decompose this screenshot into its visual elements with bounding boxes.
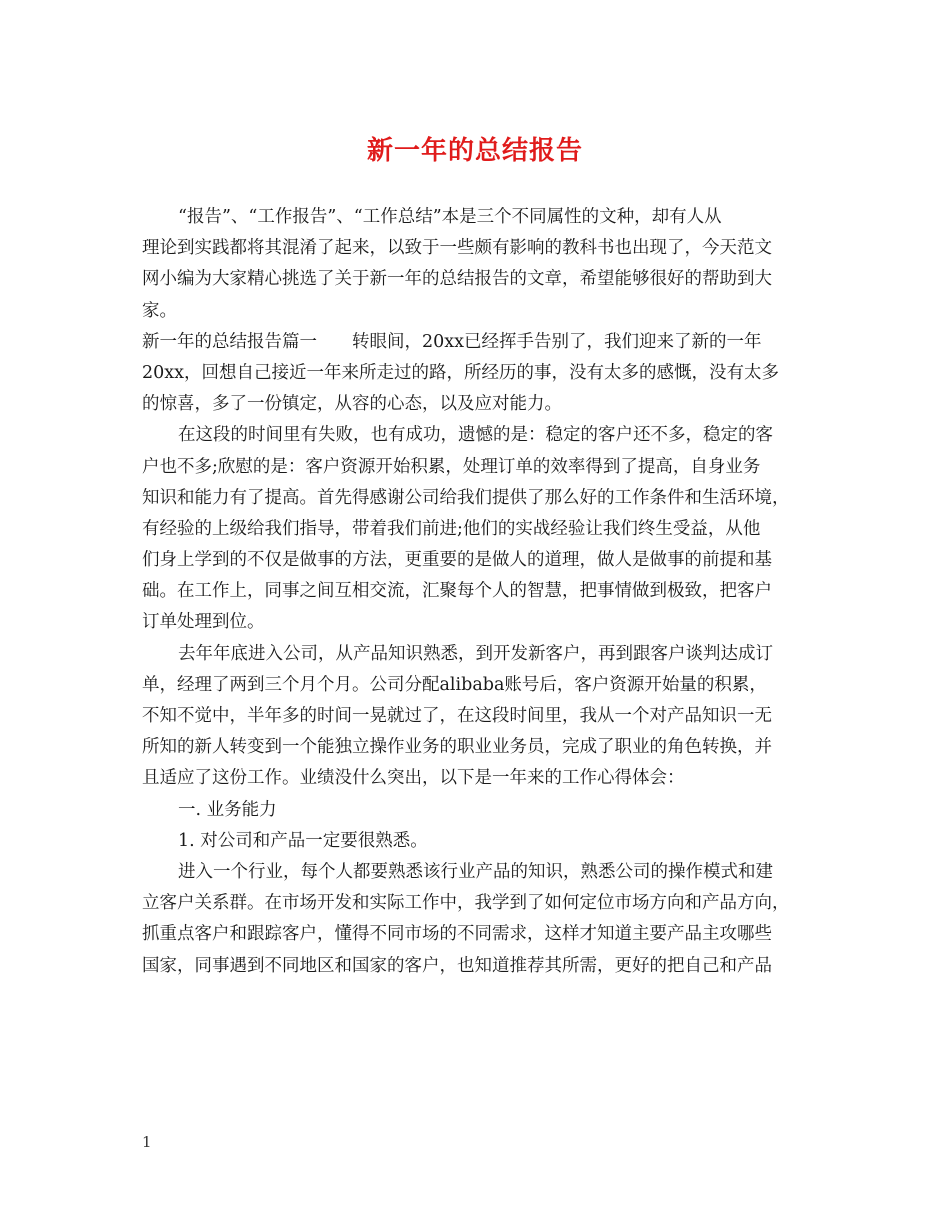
paragraph-line: 去年年底进入公司，从产品知识熟悉，到开发新客户，再到跟客户谈判达成订 xyxy=(178,643,773,664)
paragraph-line: 网小编为大家精心挑选了关于新一年的总结报告的文章，希望能够很好的帮助到大 xyxy=(142,269,772,290)
paragraph-line: 理论到实践都将其混淆了起来，以致于一些颇有影响的教科书也出现了，今天范文 xyxy=(142,238,772,259)
paragraph-line: 国家，同事遇到不同地区和国家的客户，也知道推荐其所需，更好的把自己和产品 xyxy=(142,955,772,976)
subsection-heading: 1. 对公司和产品一定要很熟悉。 xyxy=(178,830,428,851)
paragraph-line: 们身上学到的不仅是做事的方法，更重要的是做人的道理，做人是做事的前提和基 xyxy=(142,550,772,571)
paragraph-line: 所知的新人转变到一个能独立操作业务的职业业务员，完成了职业的角色转换，并 xyxy=(142,737,772,758)
paragraph-line: 户也不多;欣慰的是：客户资源开始积累，处理订单的效率得到了提高，自身业务 xyxy=(142,456,761,477)
paragraph-line: 抓重点客户和跟踪客户，懂得不同市场的不同需求，这样才知道主要产品主攻哪些 xyxy=(142,924,772,945)
document-body xyxy=(142,202,810,982)
paragraph-line: 知识和能力有了提高。首先得感谢公司给我们提供了那么好的工作条件和生活环境， xyxy=(142,487,790,508)
paragraph-line: 在这段的时间里有失败，也有成功，遗憾的是：稳定的客户还不多，稳定的客 xyxy=(178,425,773,446)
paragraph-line: 单，经理了两到三个月个月。公司分配alibaba账号后，客户资源开始量的积累， xyxy=(142,674,767,695)
paragraph-line: 且适应了这份工作。业绩没什么突出，以下是一年来的工作心得体会： xyxy=(142,768,685,789)
paragraph-line: “报告”、“工作报告”、“工作总结”本是三个不同属性的文种，却有人从 xyxy=(178,207,722,227)
paragraph-line: 不知不觉中，半年多的时间一晃就过了，在这段时间里，我从一个对产品知识一无 xyxy=(142,706,772,726)
paragraph-line: 订单处理到位。 xyxy=(142,612,265,633)
paragraph-line: 立客户关系群。在市场开发和实际工作中，我学到了如何定位市场方向和产品方向， xyxy=(142,893,790,914)
paragraph-line: 进入一个行业，每个人都要熟悉该行业产品的知识，熟悉公司的操作模式和建 xyxy=(178,861,773,882)
paragraph-line: 础。在工作上，同事之间互相交流，汇聚每个人的智慧，把事情做到极致，把客户 xyxy=(142,581,772,602)
section-heading: 一. 业务能力 xyxy=(178,799,277,820)
paragraph-line: 的惊喜，多了一份镇定，从容的心态，以及应对能力。 xyxy=(142,394,562,415)
page-number: 1 xyxy=(142,1133,152,1151)
paragraph-line: 家。 xyxy=(142,300,177,321)
paragraph-line: 新一年的总结报告篇一 转眼间，20xx已经挥手告别了，我们迎来了新的一年 xyxy=(142,331,762,352)
document-title: 新一年的总结报告 xyxy=(366,136,583,166)
paragraph-line: 有经验的上级给我们指导，带着我们前进;他们的实战经验让我们终生受益，从他 xyxy=(142,518,761,539)
paragraph-line: 20xx，回想自己接近一年来所走过的路，所经历的事，没有太多的感慨，没有太多 xyxy=(142,362,780,383)
